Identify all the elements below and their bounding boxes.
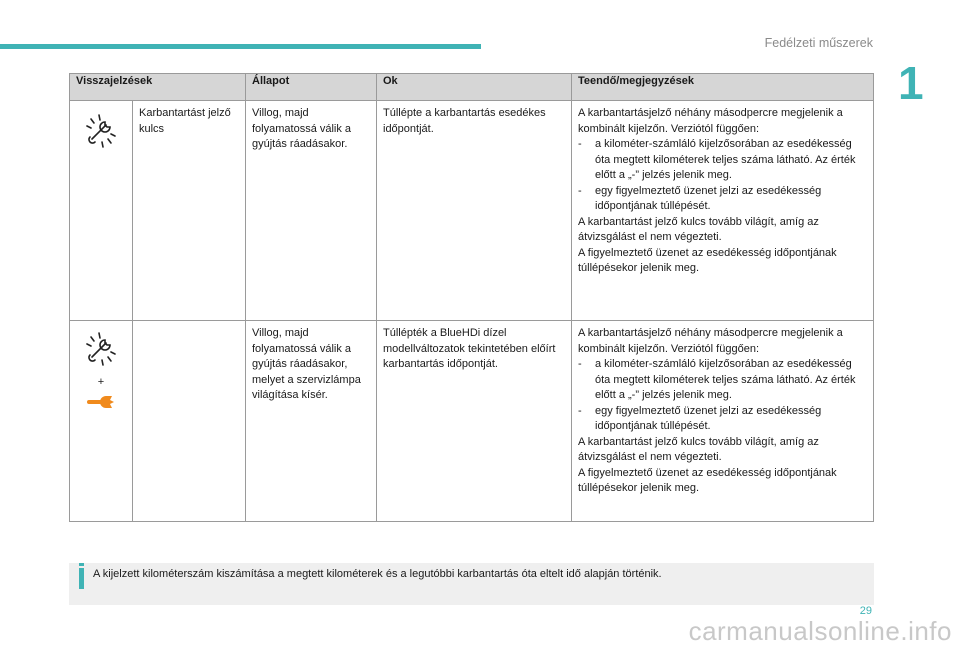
column-header-cause: Ok	[377, 74, 572, 101]
note-bullet: - egy figyelmeztető üzenet jelzi az esedékesség időpontjának túllépését.	[578, 404, 822, 432]
service-wrench-indicator-icon	[81, 329, 121, 369]
watermark: carmanualsonline.info	[688, 616, 952, 646]
indicator-name: Karbantartást jelző kulcs	[133, 101, 246, 321]
indicator-name	[133, 321, 246, 522]
note-paragraph: A karbantartásjelző néhány másodpercre megjelenik a kombinált kijelzőn. Verziótól függően:	[578, 107, 843, 135]
service-wrench-indicator-icon	[81, 111, 121, 151]
note-bullet: - egy figyelmeztető üzenet jelzi az esedékesség időpontjának túllépését.	[578, 184, 822, 212]
note-bullet: - a kilométer-számláló kijelzősorában az esedékesség óta megtett kilométerek teljes száma látható. Az érték előtt a „-” jelzés jelenik meg.	[578, 358, 856, 401]
info-icon-bar	[79, 568, 84, 589]
note-paragraph: A karbantartásjelző néhány másodpercre megjelenik a kombinált kijelzőn. Verziótól függően:	[578, 327, 843, 355]
indicator-icon-cell	[70, 321, 133, 522]
section-title: Fedélzeti műszerek	[764, 36, 873, 50]
chapter-number: 1	[898, 57, 924, 109]
note-paragraph: A figyelmeztető üzenet az esedékesség időpontjának túllépésekor jelenik meg.	[578, 246, 837, 274]
table-header-row	[70, 74, 874, 101]
info-box	[69, 563, 874, 605]
note-paragraph: A karbantartást jelző kulcs tovább világít, amíg az átvizsgálást el nem végezteti.	[578, 435, 819, 463]
page-number: 29	[859, 605, 872, 617]
note-paragraph: A karbantartást jelző kulcs tovább világít, amíg az átvizsgálást el nem végezteti.	[578, 215, 819, 243]
info-icon	[79, 563, 84, 566]
warning-lights-table	[69, 73, 874, 522]
indicator-icon-cell	[70, 101, 133, 321]
plus-sign: +	[97, 375, 105, 388]
info-text: A kijelzett kilométerszám kiszámítása a megtett kilométerek és a legutóbbi karbantartás óta eltelt idő alapján történik.	[93, 568, 662, 580]
table-row	[70, 101, 874, 321]
indicator-notes	[572, 321, 874, 522]
indicator-cause: Túllépte a karbantartás esedékes időpontját.	[377, 101, 572, 321]
indicator-cause: Túllépték a BlueHDi dízel modellváltozatok tekintetében előírt karbantartás időpontját.	[377, 321, 572, 522]
indicator-notes	[572, 101, 874, 321]
note-paragraph: A figyelmeztető üzenet az esedékesség időpontjának túllépésekor jelenik meg.	[578, 466, 837, 494]
column-header-state: Állapot	[246, 74, 377, 101]
top-accent-bar	[0, 44, 481, 49]
indicator-state: Villog, majd folyamatossá válik a gyújtás ráadásakor, melyet a szervizlámpa világítása kísér.	[246, 321, 377, 522]
column-header-notes: Teendő/megjegyzések	[572, 74, 874, 101]
note-bullet: - a kilométer-számláló kijelzősorában az esedékesség óta megtett kilométerek teljes száma látható. Az érték előtt a „-” jelzés jelenik meg.	[578, 138, 856, 181]
table-row	[70, 321, 874, 522]
orange-wrench-icon	[86, 393, 116, 411]
column-header-indicators: Visszajelzések	[70, 74, 246, 101]
indicator-state: Villog, majd folyamatossá válik a gyújtás ráadásakor.	[246, 101, 377, 321]
